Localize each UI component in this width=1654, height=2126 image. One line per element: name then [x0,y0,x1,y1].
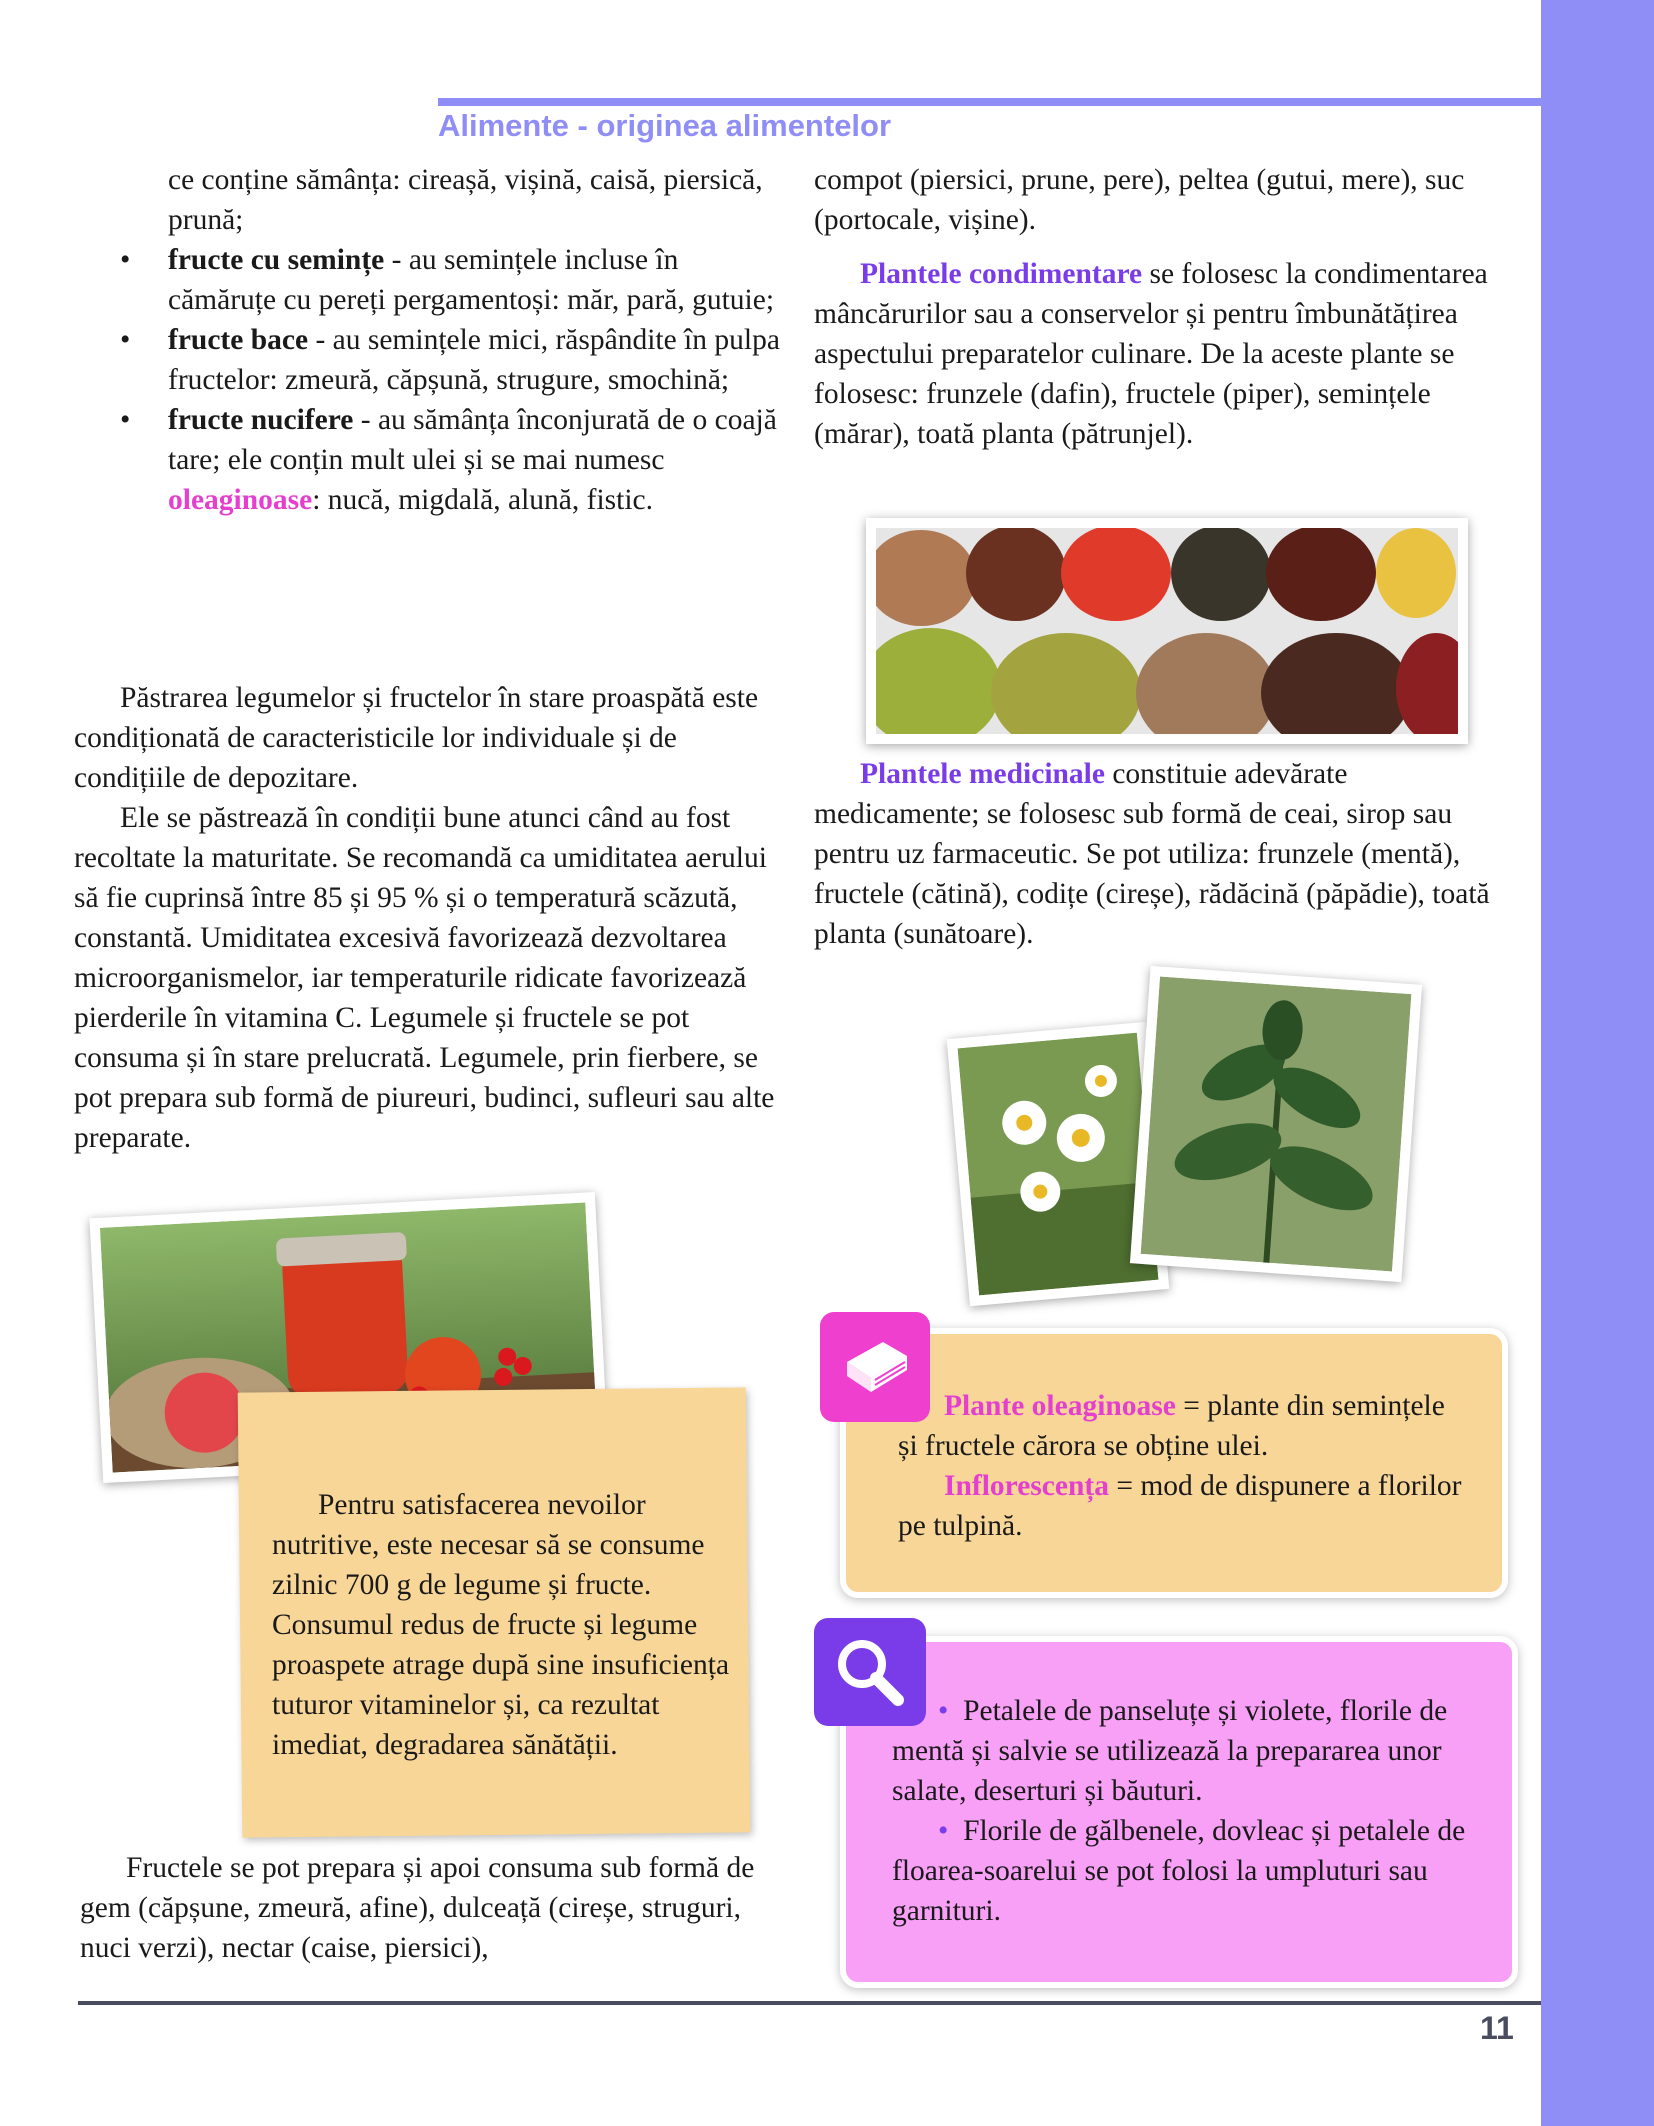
paragraph: Plantele condimentare se folosesc la condimentarea mâncărurilor sau a conservelor și pentru îmbunătățirea aspectului preparatelor culinare. De la aceste plante se folosesc: frunzele (dafin), fructele (piper), semințele (mărar), toată planta (pătrunjel). [814,258,1488,450]
side-band [1541,0,1654,2126]
carry-text: ce conține sămânța: cireașă, vișină, caisă, piersică, prună; [168,164,763,236]
facts-text [892,1691,1482,1931]
paragraph: Ele se păstrează în condiții bune atunci când au fost recoltate la maturitate. Se recomandă ca umiditatea aerului să fie cuprinsă între 85 și 95 % și o temperatură scăzută, constantă. Umiditatea excesivă favorizează dezvoltarea microorganismelor, iar temperaturile ridicate favorizează pierderile în vitamina C. Legumele și fructele se pot consuma și în stare prelucrată. Legumele, prin fierbere, se pot prepara sub formă de piureuri, budinci, sufleuri sau alte preparate. [74,802,775,1154]
page-number: 11 [1480,2010,1514,2046]
glossary-term: Plante oleaginoase [944,1390,1176,1422]
spices-photo [866,518,1468,744]
left-column-bottom [80,1848,792,1968]
glossary-entry: Inflorescența = mod de dispunere a florilor pe tulpină. [898,1470,1462,1542]
glossary-term: Inflorescența [944,1470,1109,1502]
paragraph: compot (piersici, prune, pere), peltea (gutui, mere), suc (portocale, vișine). [814,164,1465,236]
fact-item: • Petalele de panseluțe și violete, florile de mentă și salvie se utilizează la prepararea unor salate, deserturi și băuturi. [892,1695,1448,1807]
medicinal-term: Plantele medicinale [860,758,1105,790]
glossary-entry: Plante oleaginoase = plante din semințele și fructele cărora se obține ulei. [898,1390,1445,1462]
right-column-top [814,160,1514,454]
oleaginoase-highlight: oleaginoase [168,484,313,516]
paragraph: Fructele se pot prepara și apoi consuma sub formă de gem (căpșune, zmeură, afine), dulceață (cireșe, struguri, nuci verzi), nectar (caise, piersici), [80,1852,755,1964]
header-rule [438,98,1541,106]
list-item: • fructe nucifere - au sămânța înconjurată de o coajă tare; ele conțin mult ulei și se mai numesc oleaginoase: nucă, migdală, alună, fistic. [120,404,777,516]
list-item: • fructe bace - au semințele mici, răspândite în pulpa fructelor: zmeură, căpșună, strugure, smochină; [120,324,780,396]
fruit-list [74,240,786,520]
right-column-mid [814,754,1514,954]
note-text: Pentru satisfacerea nevoilor nutritive, este necesar să se consume zilnic 700 g de legume și fructe. Consumul redus de fructe și legume proaspete atrage după sine insuficiența tuturor vitaminelor și, ca rezultat imediat, degradarea sănătății. [272,1489,730,1761]
glossary-text [898,1386,1468,1546]
left-column-body [74,678,786,1158]
list-item: • fructe cu semințe - au semințele incluse în cămăruțe cu pereți pergamentoși: măr, pară, gutuie; [120,244,775,316]
condiment-term: Plantele condimentare [860,258,1143,290]
header-title: Alimente - originea alimentelor [438,108,892,143]
paragraph: Păstrarea legumelor și fructelor în stare proaspătă este condiționată de caracteristicile lor individuale și de condițiile de depozitare. [74,682,759,794]
mint-photo [1130,966,1422,1282]
paragraph: Plantele medicinale constituie adevărate medicamente; se folosesc sub formă de ceai, sirop sau pentru uz farmaceutic. Se pot utiliza: frunzele (mentă), fructele (cătină), codițe (cireșe), rădăcină (păpădie), toată planta (sunătoare). [814,758,1490,950]
footer-rule [78,2001,1541,2005]
left-column-top [74,160,786,520]
fact-item: • Florile de gălbenele, dovleac și petalele de floarea-soarelui se pot folosi la umpluturi sau garnituri. [892,1815,1466,1927]
